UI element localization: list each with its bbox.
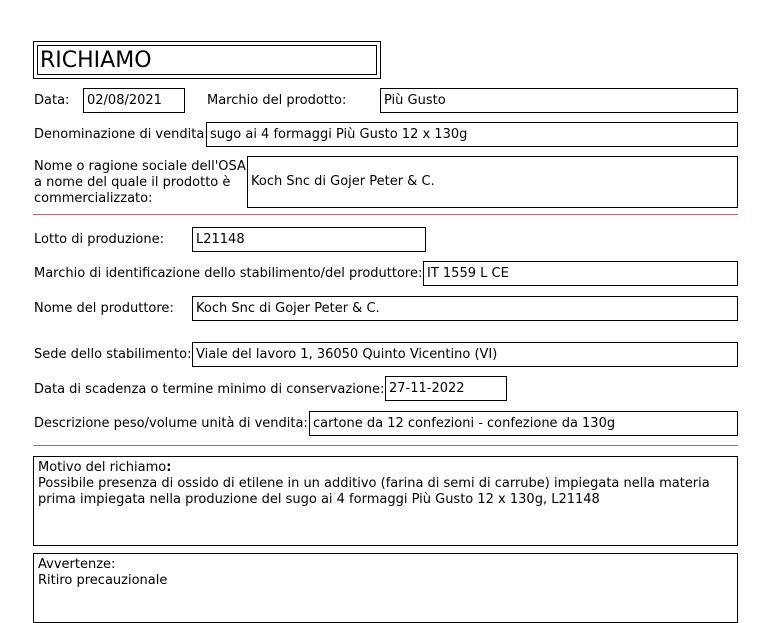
avvertenze-box[interactable] xyxy=(33,553,738,623)
scadenza-label: Data di scadenza o termine minimo di conservazione: xyxy=(34,382,385,397)
marchio-prodotto-field[interactable]: Più Gusto xyxy=(380,88,738,113)
produttore-label: Nome del produttore: xyxy=(34,301,174,316)
data-label: Data: xyxy=(34,93,70,108)
avvertenze-label: Avvertenze: xyxy=(38,557,116,572)
title-frame xyxy=(33,41,381,79)
marchio-identificazione-field[interactable]: IT 1559 L CE xyxy=(423,261,738,286)
motivo-richiamo-box[interactable] xyxy=(33,456,738,546)
sede-label: Sede dello stabilimento: xyxy=(34,347,192,362)
section-divider-2 xyxy=(33,445,738,446)
osa-label-line-2: a nome del quale il prodotto è xyxy=(34,175,231,190)
sede-field[interactable]: Viale del lavoro 1, 36050 Quinto Vicentino (VI) xyxy=(192,342,738,367)
produttore-field[interactable]: Koch Snc di Gojer Peter & C. xyxy=(192,296,738,321)
denominazione-field[interactable]: sugo ai 4 formaggi Più Gusto 12 x 130g xyxy=(206,122,738,147)
lotto-field[interactable]: L21148 xyxy=(192,227,426,252)
lotto-label: Lotto di produzione: xyxy=(34,232,165,247)
denominazione-label: Denominazione di vendita: xyxy=(34,127,209,142)
osa-label xyxy=(34,159,246,207)
data-field[interactable]: 02/08/2021 xyxy=(83,88,185,113)
peso-field[interactable]: cartone da 12 confezioni - confezione da 130g xyxy=(309,411,738,436)
osa-field[interactable]: Koch Snc di Gojer Peter & C. xyxy=(247,156,738,208)
marchio-identificazione-label: Marchio di identificazione dello stabilimento/del produttore: xyxy=(34,266,423,281)
scadenza-field[interactable]: 27-11-2022 xyxy=(385,376,507,401)
page-title: RICHIAMO xyxy=(37,45,377,75)
motivo-richiamo-label: Motivo del richiamo: xyxy=(38,460,172,475)
osa-label-line-3: commercializzato: xyxy=(34,191,153,206)
section-divider-1 xyxy=(33,214,738,215)
marchio-prodotto-label: Marchio del prodotto: xyxy=(207,93,347,108)
motivo-richiamo-text: Possibile presenza di ossido di etilene in un additivo (farina di semi di carrube) impiegata nella materia prima impiegata nella produzione del sugo ai 4 formaggi Più Gusto 12 x 130g, L21148 xyxy=(38,476,710,507)
osa-label-line-1: Nome o ragione sociale dell'OSA xyxy=(34,159,246,174)
peso-label: Descrizione peso/volume unità di vendita: xyxy=(34,416,308,431)
avvertenze-text: Ritiro precauzionale xyxy=(38,573,168,588)
